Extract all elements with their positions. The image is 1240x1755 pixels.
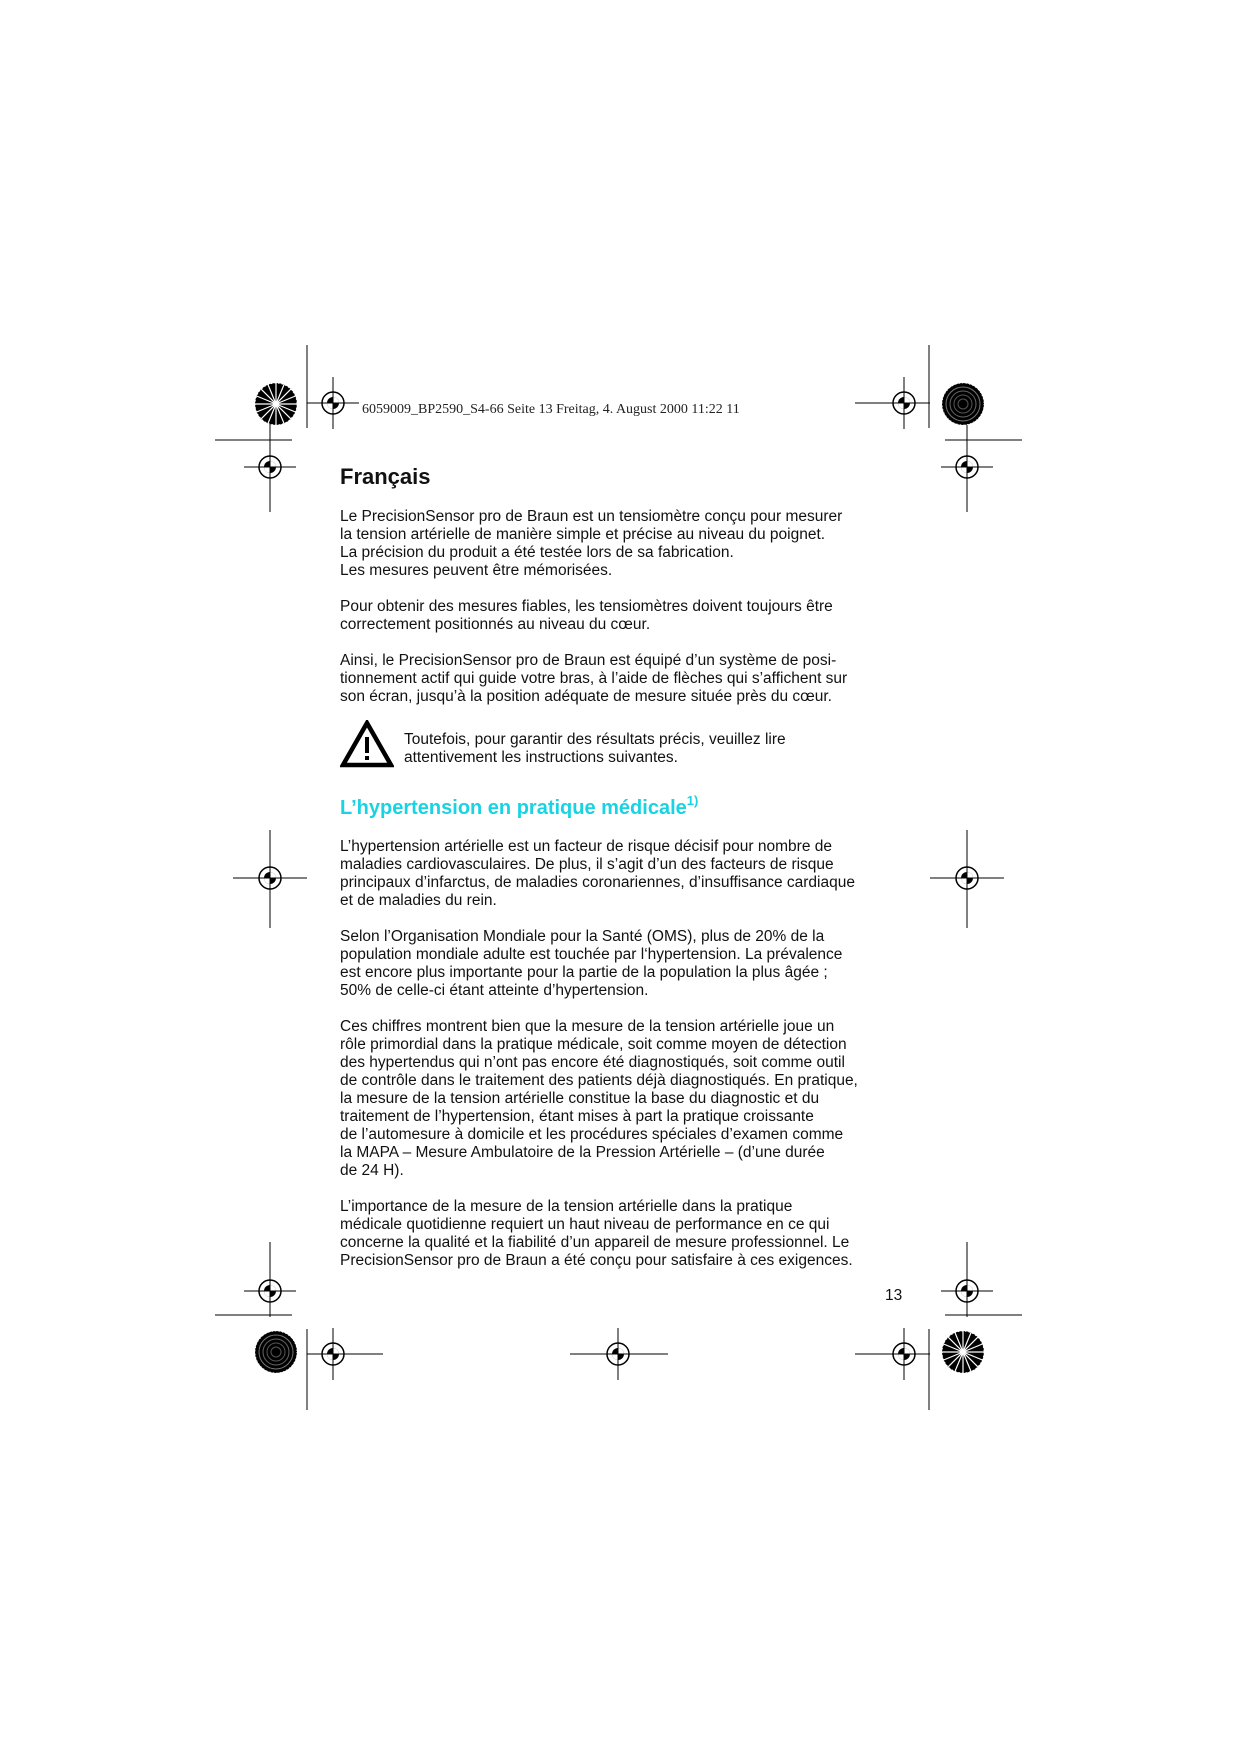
oms-paragraph: Selon l’Organisation Mondiale pour la Santé (OMS), plus de 20% de la population mondiale adulte est touchée par l‘hypertension. La prévalence est encore plus importante pour la partie de la population la plus âgée ; 50% de celle-ci étant atteinte d’hypertension. [340, 928, 843, 999]
warning-note [340, 724, 910, 768]
footnote-marker: 1) [686, 793, 699, 808]
resolution-target-icon [255, 383, 297, 425]
intro-paragraph: Le PrecisionSensor pro de Braun est un tensiomètre conçu pour mesurer la tension artérielle de manière simple et précise au niveau du poignet. La précision du produit a été testée lors de sa fabrication. Les mesures peuvent être mémorisées. [340, 508, 843, 579]
section-title-francais: Français [340, 464, 431, 489]
performance-paragraph: L’importance de la mesure de la tension artérielle dans la pratique médicale quotidienne requiert un haut niveau de performance en ce qui concerne la qualité et la fiabilité d’un appareil de mesure professionnel. Le PrecisionSensor pro de Braun a été conçu pour satisfaire à ces exigences. [340, 1198, 853, 1269]
print-slug-line: 6059009_BP2590_S4-66 Seite 13 Freitag, 4. August 2000 11:22 11 [362, 402, 740, 417]
resolution-target-icon [942, 1331, 984, 1373]
page-number: 13 [885, 1287, 903, 1304]
page-content [340, 462, 910, 1270]
color-target-icon [942, 383, 984, 425]
section-title-hypertension: L’hypertension en pratique médicale$^{1)}$ [340, 793, 699, 819]
warning-text: Toutefois, pour garantir des résultats précis, veuillez lire attentivement les instructions suivantes. [404, 731, 786, 766]
risk-paragraph: L’hypertension artérielle est un facteur de risque décisif pour nombre de maladies cardiovasculaires. De plus, il s’agit d’un des facteurs de risque principaux d’infarctus, de maladies coronariennes, d’insuffisance cardiaque et de maladies du rein. [340, 838, 855, 909]
positioning-paragraph: Pour obtenir des mesures fiables, les tensiomètres doivent toujours être correctement positionnés au niveau du cœur. [340, 598, 833, 633]
diagnosis-paragraph: Ces chiffres montrent bien que la mesure de la tension artérielle joue un rôle primordial dans la pratique médicale, soit comme moyen de détection des hypertendus qui n’ont pas encore été diagnostiqués, soit comme outil de contrôle dans le traitement des patients déjà diagnostiqués. En pratique, la mesure de la tension artérielle constitue la base du diagnostic et du traitement de l’hypertension, étant mises à part la pratique croissante de l’automesure à domicile et les procédures spéciales d’examen comme la MAPA – Mesure Ambulatoire de la Pression Artérielle – (d’une durée de 24 H). [340, 1018, 858, 1179]
warning-triangle-icon [340, 720, 394, 768]
active-positioning-paragraph: Ainsi, le PrecisionSensor pro de Braun est équipé d’un système de posi- tionnement actif qui guide votre bras, à l’aide de flèches qui s’affichent sur son écran, jusqu’à la position adéquate de mesure située près du cœur. [340, 652, 848, 705]
color-target-icon [255, 1331, 297, 1373]
